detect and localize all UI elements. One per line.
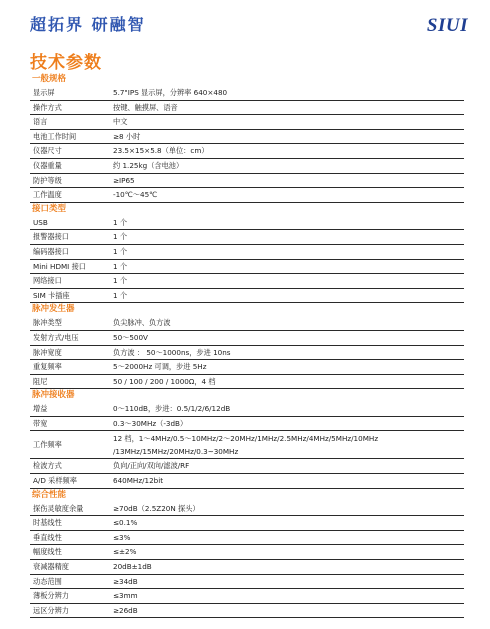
row-label: Mini HDMI 接口 xyxy=(33,261,86,271)
table-row xyxy=(30,245,464,260)
row-value: 0～110dB，步进：0.5/1/2/6/12dB xyxy=(113,404,231,414)
row-label: 工作温度 xyxy=(33,190,62,200)
table-row xyxy=(30,516,464,531)
row-label: 带宽 xyxy=(33,418,48,428)
row-label: 操作方式 xyxy=(33,102,62,112)
row-value-line: 12 档，1～4MHz/0.5～10MHz/2～20MHz/1MHz/2.5MHz/4MHz/5MHz/10MHz xyxy=(113,433,379,443)
table-row xyxy=(30,459,464,474)
page-title: 技术参数 xyxy=(30,53,102,73)
table-row xyxy=(30,289,464,304)
row-value: 5～2000Hz 可调，步进 5Hz xyxy=(113,362,207,372)
row-label: 检波方式 xyxy=(33,461,62,471)
spec-table xyxy=(30,73,464,618)
section-title-interfaces: 接口类型 xyxy=(32,203,67,214)
row-value: 1 个 xyxy=(113,232,128,242)
table-row xyxy=(30,230,464,245)
row-label: 增益 xyxy=(33,404,48,414)
row-label: 探伤灵敏度余量 xyxy=(33,503,84,513)
row-label: 防护等级 xyxy=(33,175,62,185)
table-row xyxy=(30,360,464,375)
row-value: ≥26dB xyxy=(113,605,138,615)
table-row xyxy=(30,115,464,130)
row-value: 5.7"IPS 显示屏，分辨率 640×480 xyxy=(113,88,228,97)
row-label: 幅度线性 xyxy=(33,547,62,557)
table-row xyxy=(30,474,464,489)
row-value: 负方波 ： 50～1000ns，步进 10ns xyxy=(113,347,231,357)
table-row xyxy=(30,589,464,604)
row-value: 负尖脉冲、负方波 xyxy=(113,318,171,328)
row-value: ≤3mm xyxy=(113,591,138,601)
page-header xyxy=(0,0,490,42)
table-row xyxy=(30,417,464,432)
table-row xyxy=(30,346,464,361)
table-row xyxy=(30,144,464,159)
row-value: 1 个 xyxy=(113,217,128,227)
row-value: 1 个 xyxy=(113,290,128,300)
row-label: 显示屏 xyxy=(33,88,55,97)
row-value: 1 个 xyxy=(113,276,128,286)
row-label: 时基线性 xyxy=(33,518,62,528)
row-value xyxy=(111,432,464,458)
table-row xyxy=(30,159,464,174)
table-row xyxy=(30,260,464,275)
table-row xyxy=(30,331,464,346)
row-label: 薄板分辨力 xyxy=(33,591,69,601)
row-value: 中文 xyxy=(113,117,128,127)
row-value: ≥70dB（2.5Z20N 探头） xyxy=(113,503,200,513)
row-label: 网络接口 xyxy=(33,276,62,286)
table-row xyxy=(30,86,464,101)
table-row xyxy=(30,502,464,517)
table-row xyxy=(30,216,464,231)
slogan: 超拓界 研融智 xyxy=(30,15,146,34)
row-value: ≤3% xyxy=(113,532,131,542)
row-value: 640MHz/12bit xyxy=(113,476,164,486)
table-row xyxy=(30,402,464,417)
table-row xyxy=(30,560,464,575)
row-label: 工作频率 xyxy=(33,439,62,449)
table-row xyxy=(30,545,464,560)
row-label: 垂直线性 xyxy=(33,532,62,542)
table-row xyxy=(30,431,464,459)
row-label: 重复频率 xyxy=(33,362,62,372)
row-value: 0.3～30MHz（-3dB） xyxy=(113,418,188,428)
row-label: 远区分辨力 xyxy=(33,605,69,615)
row-label: 衰减器精度 xyxy=(33,562,69,572)
table-row xyxy=(30,188,464,203)
row-label: 发射方式/电压 xyxy=(33,332,79,342)
row-value: 按键、触摸屏、语音 xyxy=(113,102,178,112)
row-label: 语言 xyxy=(33,117,48,127)
row-label: 脉冲类型 xyxy=(33,318,62,328)
table-row xyxy=(30,101,464,116)
row-value: 50～500V xyxy=(113,332,148,342)
table-row xyxy=(30,316,464,331)
section-title-receiver: 脉冲接收器 xyxy=(32,390,75,401)
row-label: 阻尼 xyxy=(33,376,48,386)
table-row xyxy=(30,274,464,289)
row-value: 负向/正向/双向/滤波/RF xyxy=(113,461,190,471)
table-row xyxy=(30,604,464,619)
row-value: ≥34dB xyxy=(113,576,138,586)
row-value-line: /13MHz/15MHz/20MHz/0.3~30MHz xyxy=(113,446,239,456)
row-value: 约 1.25kg（含电池） xyxy=(113,160,184,170)
table-row xyxy=(30,375,464,390)
row-value: ≥8 小时 xyxy=(113,131,141,141)
row-value: ≤0.1% xyxy=(113,518,138,528)
row-label: 报警器接口 xyxy=(33,232,69,242)
row-value: 1 个 xyxy=(113,246,128,256)
row-label: 电池工作时间 xyxy=(33,131,77,141)
row-label: 动态范围 xyxy=(33,576,62,586)
row-label: 脉冲宽度 xyxy=(33,347,62,357)
row-value: ≤±2% xyxy=(113,547,137,557)
row-value: 23.5×15×5.8（单位：cm） xyxy=(113,146,209,156)
row-value: 20dB±1dB xyxy=(113,562,152,572)
table-row xyxy=(30,531,464,546)
section-title-general: 一般规格 xyxy=(32,74,67,84)
table-row xyxy=(30,130,464,145)
siui-logo: SIUI xyxy=(426,15,468,36)
row-value: ≥IP65 xyxy=(113,175,135,185)
section-title-performance: 综合性能 xyxy=(32,489,67,500)
row-label: SIM 卡插座 xyxy=(33,290,70,300)
row-value: 1 个 xyxy=(113,261,128,271)
row-label: USB xyxy=(33,217,48,227)
row-label: 仪器尺寸 xyxy=(33,146,62,156)
row-label: 仪器重量 xyxy=(33,160,62,170)
section-title-pulser: 脉冲发生器 xyxy=(32,304,75,315)
table-row xyxy=(30,575,464,590)
table-row xyxy=(30,174,464,189)
row-label: 编码器接口 xyxy=(33,246,69,256)
row-label: A/D 采样频率 xyxy=(33,476,77,486)
row-value: 50 / 100 / 200 / 1000Ω，4 档 xyxy=(113,376,216,386)
row-value: -10℃～45℃ xyxy=(113,190,158,200)
